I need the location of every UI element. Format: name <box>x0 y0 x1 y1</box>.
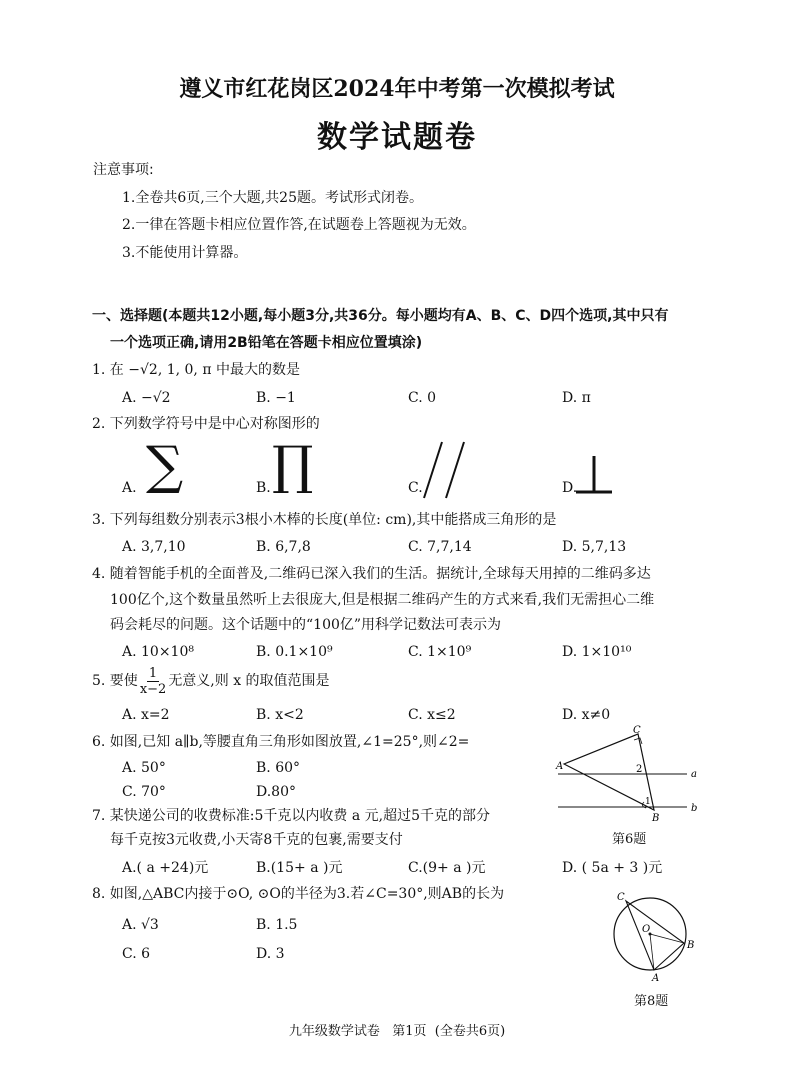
note-item: 1.全卷共6页,三个大题,共25题。考试形式闭卷。 <box>122 190 423 206</box>
q3-option-a: A. 3,7,10 <box>122 539 186 555</box>
fraction-denominator: x−2 <box>139 681 167 697</box>
q5-prefix: 5. 要使 <box>92 673 138 689</box>
q8-label-B: B <box>687 940 695 951</box>
q2-option-d: D. <box>562 480 578 496</box>
q3-option-d: D. 5,7,13 <box>562 539 627 555</box>
pi-product-symbol: ∏ <box>272 436 314 496</box>
q4-option-b: B. 0.1×10⁹ <box>256 644 333 660</box>
exam-subtitle: 数学试题卷 <box>317 120 477 155</box>
q7-stem-line1: 7. 某快递公司的收费标准:5千克以内收费 a 元,超过5千克的部分 <box>92 808 491 824</box>
q7-option-a: A.( a +24)元 <box>122 860 209 876</box>
q3-option-c: C. 7,7,14 <box>408 539 472 555</box>
q8-label-A: A <box>652 973 660 984</box>
q8-label-C: C <box>617 892 625 903</box>
q1-option-d: D. π <box>562 390 591 406</box>
q8-option-b: B. 1.5 <box>256 917 298 933</box>
q5-stem <box>92 664 330 698</box>
q6-label-2: 2 <box>636 764 643 775</box>
note-item: 3.不能使用计算器。 <box>122 245 248 261</box>
section1-heading-line2: 一个选项正确,请用2B铅笔在答题卡相应位置填涂) <box>110 335 423 351</box>
q4-option-d: D. 1×10¹⁰ <box>562 644 632 660</box>
q6-label-A: A <box>556 761 564 772</box>
q6-label-1: 1 <box>645 797 651 807</box>
q6-option-b: B. 60° <box>256 760 301 776</box>
q4-stem-line1: 4. 随着智能手机的全面普及,二维码已深入我们的生活。据统计,全球每天用掉的二维码多达 <box>92 566 651 582</box>
fraction-numerator: 1 <box>148 665 158 681</box>
q2-stem: 2. 下列数学符号中是中心对称图形的 <box>92 416 320 432</box>
q8-option-a: A. √3 <box>122 917 159 933</box>
fraction <box>140 666 167 697</box>
q6-option-c: C. 70° <box>122 784 166 800</box>
q8-label-O: O <box>642 924 651 935</box>
q2-option-b: B. <box>256 480 271 496</box>
q6-label-B: B <box>652 813 660 824</box>
q5-suffix: 无意义,则 x 的取值范围是 <box>168 673 330 689</box>
q8-option-d: D. 3 <box>256 946 285 962</box>
q7-stem-line2: 每千克按3元收费,小天寄8千克的包裹,需要支付 <box>110 832 403 848</box>
q7-option-b: B.(15+ a )元 <box>256 860 343 876</box>
note-item: 2.一律在答题卡相应位置作答,在试题卷上答题视为无效。 <box>122 217 476 233</box>
q7-option-c: C.(9+ a )元 <box>408 860 486 876</box>
parallel-symbol <box>420 440 470 500</box>
q6-label-C: C <box>633 725 641 736</box>
sigma-symbol: ∑ <box>146 436 184 496</box>
q6-option-d: D.80° <box>256 784 296 800</box>
q1-option-c: C. 0 <box>408 390 437 406</box>
q1-option-b: B. −1 <box>256 390 296 406</box>
q7-option-d: D. ( 5a + 3 )元 <box>562 860 663 876</box>
q4-stem-line3: 码会耗尽的问题。这个话题中的“100亿”用科学记数法可表示为 <box>110 617 502 633</box>
perpendicular-symbol <box>574 454 614 496</box>
q8-caption: 第8题 <box>634 994 669 1009</box>
q3-option-b: B. 6,7,8 <box>256 539 311 555</box>
q2-option-c: C. <box>408 480 423 496</box>
q8-stem: 8. 如图,△ABC内接于⊙O, ⊙O的半径为3.若∠C=30°,则AB的长为 <box>92 886 505 902</box>
notes-heading: 注意事项: <box>93 162 154 178</box>
q6-figure <box>552 724 708 824</box>
q8-option-c: C. 6 <box>122 946 151 962</box>
q1-option-a: A. −√2 <box>122 390 171 406</box>
q5-option-c: C. x≤2 <box>408 707 456 723</box>
q6-label-a: a <box>691 769 697 780</box>
q2-option-a: A. <box>122 480 137 496</box>
q5-option-a: A. x=2 <box>122 707 170 723</box>
q8-figure <box>604 888 704 984</box>
q6-label-b: b <box>691 803 698 814</box>
exam-title: 遵义市红花岗区2024年中考第一次模拟考试 <box>179 76 615 102</box>
q1-stem: 1. 在 −√2, 1, 0, π 中最大的数是 <box>92 362 300 378</box>
q6-caption: 第6题 <box>612 832 647 847</box>
q4-option-c: C. 1×10⁹ <box>408 644 472 660</box>
page-footer: 九年级数学试卷 第1页 (全卷共6页) <box>288 1024 506 1039</box>
q6-option-a: A. 50° <box>122 760 166 776</box>
q4-stem-line2: 100亿个,这个数量虽然听上去很庞大,但是根据二维码产生的方式来看,我们无需担心二维 <box>110 592 655 608</box>
section1-heading-line1: 一、选择题(本题共12小题,每小题3分,共36分。每小题均有A、B、C、D四个选项,其中只有 <box>92 308 669 324</box>
q6-stem: 6. 如图,已知 a∥b,等腰直角三角形如图放置,∠1=25°,则∠2= <box>92 734 470 750</box>
q3-stem: 3. 下列每组数分别表示3根小木棒的长度(单位: cm),其中能搭成三角形的是 <box>92 512 557 528</box>
q4-option-a: A. 10×10⁸ <box>122 644 194 660</box>
q5-option-b: B. x<2 <box>256 707 304 723</box>
q5-option-d: D. x≠0 <box>562 707 611 723</box>
